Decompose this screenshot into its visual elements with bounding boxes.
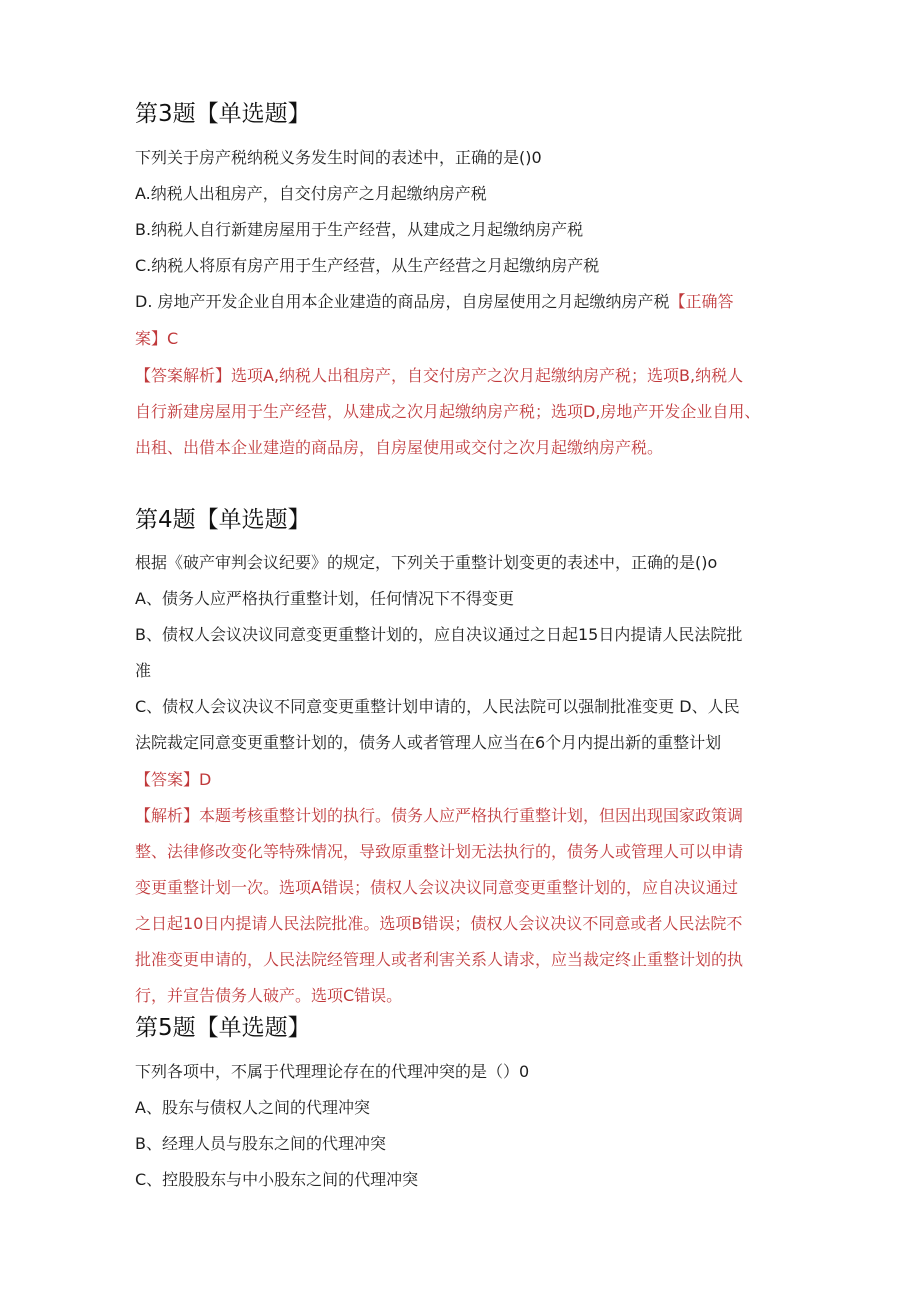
q4-analysis-line: 批准变更申请的，人民法院经管理人或者利害关系人请求，应当裁定终止重整计划的执 bbox=[135, 950, 744, 969]
q3-option-c: C.纳税人将原有房产用于生产经营，从生产经营之月起缴纳房产税 bbox=[135, 256, 600, 275]
q5-stem: 下列各项中，不属于代理理论存在的代理冲突的是（）0 bbox=[135, 1062, 530, 1081]
q3-analysis-line: 【答案解析】选项A,纳税人出租房产，自交付房产之次月起缴纳房产税；选项B,纳税人 bbox=[135, 366, 744, 385]
q3-option-d-text: D. 房地产开发企业自用本企业建造的商品房，自房屋使用之月起缴纳房产税 bbox=[135, 292, 670, 311]
q4-analysis-line: 之日起10日内提请人民法院批准。选项B错误；债权人会议决议不同意或者人民法院不 bbox=[135, 914, 743, 933]
q3-option-a: A.纳税人出租房产，自交付房产之月起缴纳房产税 bbox=[135, 184, 487, 203]
q4-analysis-line: 变更重整计划一次。选项A错误；债权人会议决议同意变更重整计划的，应自决议通过 bbox=[135, 878, 738, 897]
q3-stem: 下列关于房产税纳税义务发生时间的表述中，正确的是()0 bbox=[135, 148, 542, 167]
q4-stem: 根据《破产审判会议纪要》的规定，下列关于重整计划变更的表述中，正确的是()o bbox=[135, 553, 718, 572]
q5-option-a: A、股东与债权人之间的代理冲突 bbox=[135, 1098, 370, 1117]
q5-option-c: C、控股股东与中小股东之间的代理冲突 bbox=[135, 1170, 419, 1189]
q3-option-b: B.纳税人自行新建房屋用于生产经营，从建成之月起缴纳房产税 bbox=[135, 220, 584, 239]
q4-option-line: 法院裁定同意变更重整计划的，债务人或者管理人应当在6个月内提出新的重整计划 bbox=[135, 733, 722, 752]
q4-title: 第4题【单选题】 bbox=[135, 507, 311, 533]
q4-answer: 【答案】D bbox=[135, 770, 212, 789]
q4-option-line: A、债务人应严格执行重整计划，任何情况下不得变更 bbox=[135, 589, 514, 608]
q3-analysis-line: 自行新建房屋用于生产经营，从建成之次月起缴纳房产税；选项D,房地产开发企业自用、 bbox=[135, 402, 761, 421]
q5-title: 第5题【单选题】 bbox=[135, 1015, 311, 1041]
q3-title: 第3题【单选题】 bbox=[135, 101, 311, 127]
q3-option-d bbox=[135, 292, 734, 312]
q4-option-line: C、债权人会议决议不同意变更重整计划申请的，人民法院可以强制批准变更 D、人民 bbox=[135, 697, 740, 716]
q3-answer-tag: 【正确答 bbox=[669, 292, 734, 311]
q4-analysis-line: 【解析】本题考核重整计划的执行。债务人应严格执行重整计划，但因出现国家政策调 bbox=[135, 806, 744, 825]
q3-analysis-line: 出租、出借本企业建造的商品房，自房屋使用或交付之次月起缴纳房产税。 bbox=[135, 438, 664, 457]
q4-analysis-line: 行，并宣告债务人破产。选项C错误。 bbox=[135, 986, 403, 1005]
q4-option-line: 准 bbox=[135, 661, 152, 680]
q4-option-line: B、债权人会议决议同意变更重整计划的，应自决议通过之日起15日内提请人民法院批 bbox=[135, 625, 743, 644]
q5-option-b: B、经理人员与股东之间的代理冲突 bbox=[135, 1134, 386, 1153]
q3-answer: 案】C bbox=[135, 329, 179, 348]
q4-analysis-line: 整、法律修改变化等特殊情况，导致原重整计划无法执行的，债务人或管理人可以申请 bbox=[135, 842, 744, 861]
